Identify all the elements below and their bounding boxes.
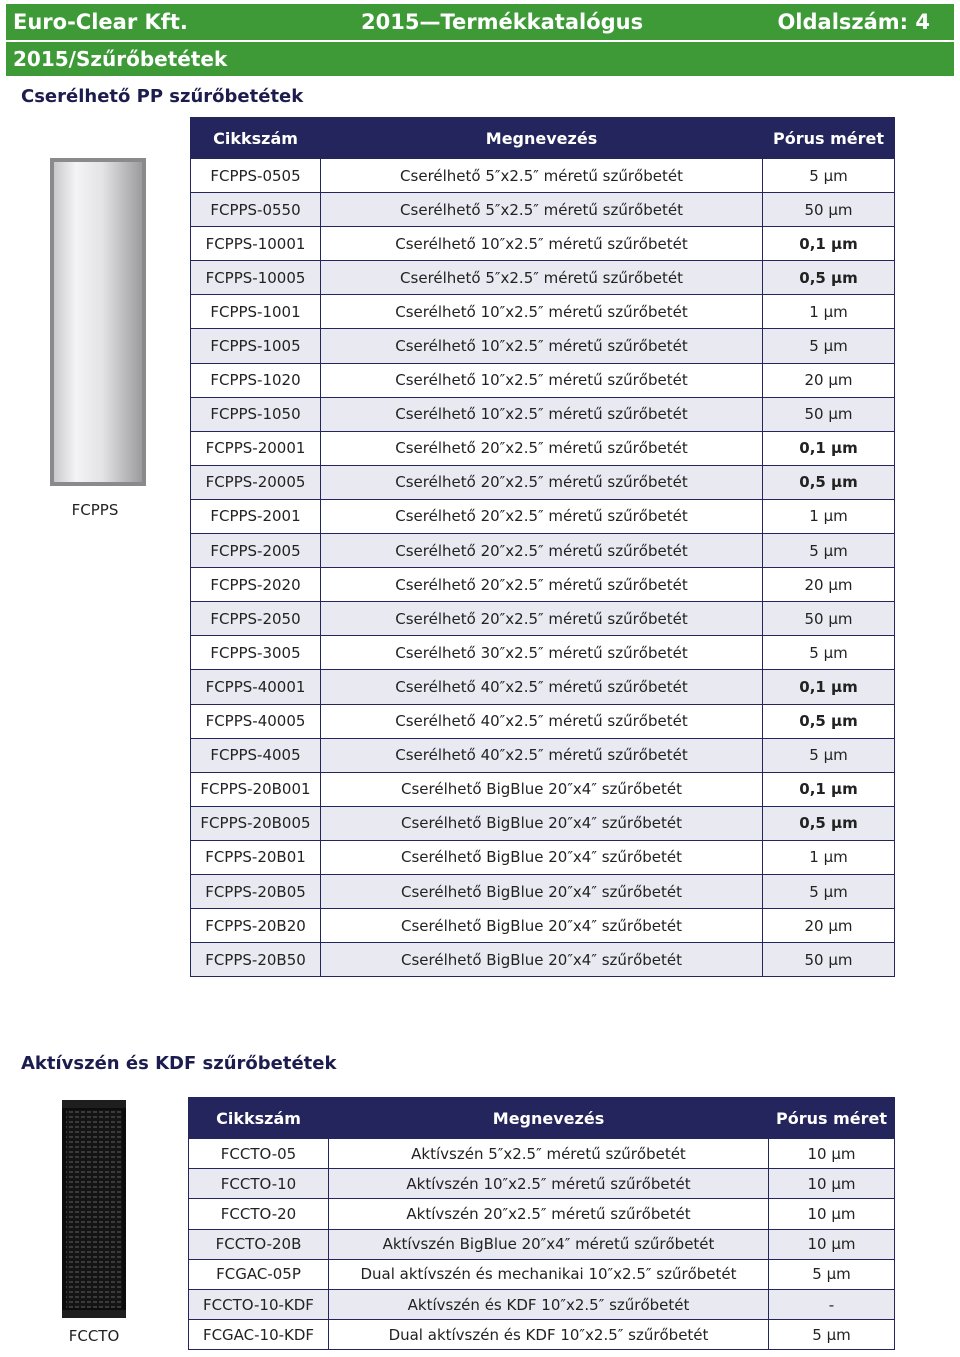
cell-pore: 5 µm	[769, 1259, 895, 1289]
cell-code: FCCTO-10	[189, 1169, 329, 1199]
cell-code: FCPPS-4005	[191, 738, 321, 772]
pp-cartridge-image	[50, 158, 146, 486]
col-header-pore: Pórus méret	[769, 1098, 895, 1139]
table-row	[191, 943, 895, 977]
cell-name: Cserélhető 20″x2.5″ méretű szűrőbetét	[321, 431, 763, 465]
cell-name: Cserélhető 10″x2.5″ méretű szűrőbetét	[321, 397, 763, 431]
cell-name: Cserélhető 20″x2.5″ méretű szűrőbetét	[321, 465, 763, 499]
cell-name: Cserélhető 20″x2.5″ méretű szűrőbetét	[321, 602, 763, 636]
cell-code: FCCTO-20	[189, 1199, 329, 1229]
cell-code: FCPPS-40001	[191, 670, 321, 704]
cell-code: FCCTO-20B	[189, 1229, 329, 1259]
cell-pore: 0,5 µm	[763, 465, 895, 499]
cell-name: Cserélhető 10″x2.5″ méretű szűrőbetét	[321, 227, 763, 261]
cell-name: Cserélhető 40″x2.5″ méretű szűrőbetét	[321, 670, 763, 704]
cell-pore: 5 µm	[763, 738, 895, 772]
cell-pore: 0,5 µm	[763, 806, 895, 840]
cell-pore: 20 µm	[763, 909, 895, 943]
cell-name: Cserélhető BigBlue 20″x4″ szűrőbetét	[321, 874, 763, 908]
table-row	[191, 227, 895, 261]
cell-code: FCPPS-1005	[191, 329, 321, 363]
cell-code: FCGAC-05P	[189, 1259, 329, 1289]
cell-code: FCPPS-2005	[191, 534, 321, 568]
cell-name: Dual aktívszén és KDF 10″x2.5″ szűrőbetét	[329, 1320, 769, 1350]
cell-code: FCPPS-20B50	[191, 943, 321, 977]
cell-pore: 0,5 µm	[763, 704, 895, 738]
cell-code: FCPPS-2020	[191, 568, 321, 602]
cell-pore: 1 µm	[763, 840, 895, 874]
cell-name: Cserélhető 5″x2.5″ méretű szűrőbetét	[321, 159, 763, 193]
catalog-title: 2015—Termékkatalógus	[361, 10, 644, 34]
table-row	[189, 1229, 895, 1259]
cell-pore: 5 µm	[769, 1320, 895, 1350]
cell-name: Aktívszén BigBlue 20″x4″ méretű szűrőbetét	[329, 1229, 769, 1259]
cell-pore: 10 µm	[769, 1139, 895, 1169]
col-header-code: Cikkszám	[189, 1098, 329, 1139]
table-row	[191, 329, 895, 363]
cell-code: FCPPS-20B01	[191, 840, 321, 874]
cell-pore: 50 µm	[763, 602, 895, 636]
cell-pore: 50 µm	[763, 193, 895, 227]
cell-name: Aktívszén 20″x2.5″ méretű szűrőbetét	[329, 1199, 769, 1229]
category-title: 2015/Szűrőbetétek	[13, 47, 228, 71]
cell-name: Cserélhető BigBlue 20″x4″ szűrőbetét	[321, 840, 763, 874]
cell-code: FCPPS-20B001	[191, 772, 321, 806]
cell-code: FCPPS-10005	[191, 261, 321, 295]
cell-code: FCPPS-1050	[191, 397, 321, 431]
cell-code: FCPPS-20B05	[191, 874, 321, 908]
cell-pore: 5 µm	[763, 636, 895, 670]
carbon-product-label: FCCTO	[68, 1327, 120, 1345]
col-header-name: Megnevezés	[329, 1098, 769, 1139]
cell-code: FCPPS-2001	[191, 499, 321, 533]
cell-name: Cserélhető BigBlue 20″x4″ szűrőbetét	[321, 806, 763, 840]
col-header-pore: Pórus méret	[763, 118, 895, 159]
cell-code: FCPPS-20B005	[191, 806, 321, 840]
table-header-row	[191, 118, 895, 159]
cell-pore: 0,1 µm	[763, 772, 895, 806]
col-header-code: Cikkszám	[191, 118, 321, 159]
cell-pore: 5 µm	[763, 534, 895, 568]
cell-name: Cserélhető 10″x2.5″ méretű szűrőbetét	[321, 329, 763, 363]
cell-pore: 10 µm	[769, 1199, 895, 1229]
table-row	[191, 261, 895, 295]
table-row	[189, 1289, 895, 1319]
cell-code: FCPPS-20001	[191, 431, 321, 465]
table-row	[191, 534, 895, 568]
table-row	[189, 1199, 895, 1229]
cell-name: Aktívszén 5″x2.5″ méretű szűrőbetét	[329, 1139, 769, 1169]
cell-pore: 1 µm	[763, 295, 895, 329]
cell-name: Cserélhető 10″x2.5″ méretű szűrőbetét	[321, 363, 763, 397]
cell-name: Cserélhető BigBlue 20″x4″ szűrőbetét	[321, 772, 763, 806]
pp-cartridge-table	[190, 117, 895, 977]
cell-name: Cserélhető 20″x2.5″ méretű szűrőbetét	[321, 499, 763, 533]
page-number: Oldalszám: 4	[777, 10, 930, 34]
cell-code: FCPPS-2050	[191, 602, 321, 636]
pp-product-label: FCPPS	[71, 501, 119, 519]
cell-name: Cserélhető BigBlue 20″x4″ szűrőbetét	[321, 909, 763, 943]
col-header-name: Megnevezés	[321, 118, 763, 159]
cell-pore: 50 µm	[763, 397, 895, 431]
category-bar	[6, 42, 954, 76]
cell-name: Aktívszén és KDF 10″x2.5″ szűrőbetét	[329, 1289, 769, 1319]
cell-pore: 20 µm	[763, 568, 895, 602]
header-bar	[6, 4, 954, 40]
section-title-carbon: Aktívszén és KDF szűrőbetétek	[21, 1053, 337, 1074]
cell-code: FCPPS-20B20	[191, 909, 321, 943]
cell-code: FCPPS-1020	[191, 363, 321, 397]
cell-name: Cserélhető 5″x2.5″ méretű szűrőbetét	[321, 261, 763, 295]
table-row	[191, 295, 895, 329]
cell-name: Cserélhető 10″x2.5″ méretű szűrőbetét	[321, 295, 763, 329]
cell-code: FCCTO-05	[189, 1139, 329, 1169]
carbon-cartridge-table	[188, 1097, 895, 1350]
table-row	[191, 499, 895, 533]
table-row	[191, 602, 895, 636]
cell-code: FCPPS-0505	[191, 159, 321, 193]
cell-code: FCCTO-10-KDF	[189, 1289, 329, 1319]
cell-name: Aktívszén 10″x2.5″ méretű szűrőbetét	[329, 1169, 769, 1199]
table-row	[191, 431, 895, 465]
cell-name: Cserélhető 40″x2.5″ méretű szűrőbetét	[321, 704, 763, 738]
cell-code: FCPPS-3005	[191, 636, 321, 670]
table-row	[191, 397, 895, 431]
cell-name: Cserélhető BigBlue 20″x4″ szűrőbetét	[321, 943, 763, 977]
cell-pore: 10 µm	[769, 1229, 895, 1259]
cell-pore: 1 µm	[763, 499, 895, 533]
cell-name: Cserélhető 20″x2.5″ méretű szűrőbetét	[321, 534, 763, 568]
carbon-cartridge-image	[62, 1100, 126, 1318]
table-row	[191, 704, 895, 738]
table-row	[191, 363, 895, 397]
cell-pore: 50 µm	[763, 943, 895, 977]
table-row	[191, 636, 895, 670]
cell-pore: 20 µm	[763, 363, 895, 397]
table-row	[191, 159, 895, 193]
cell-name: Dual aktívszén és mechanikai 10″x2.5″ szűrőbetét	[329, 1259, 769, 1289]
cell-name: Cserélhető 5″x2.5″ méretű szűrőbetét	[321, 193, 763, 227]
cell-pore: 5 µm	[763, 159, 895, 193]
table-row	[191, 568, 895, 602]
cell-code: FCPPS-40005	[191, 704, 321, 738]
table-row	[191, 193, 895, 227]
table-row	[191, 772, 895, 806]
table-row	[189, 1169, 895, 1199]
table-row	[191, 465, 895, 499]
company-name: Euro-Clear Kft.	[13, 10, 188, 34]
cell-pore: 0,1 µm	[763, 670, 895, 704]
table-row	[191, 909, 895, 943]
table-row	[191, 840, 895, 874]
cell-pore: 10 µm	[769, 1169, 895, 1199]
cell-name: Cserélhető 20″x2.5″ méretű szűrőbetét	[321, 568, 763, 602]
cell-pore: 0,1 µm	[763, 227, 895, 261]
cell-pore: 5 µm	[763, 874, 895, 908]
cell-name: Cserélhető 30″x2.5″ méretű szűrőbetét	[321, 636, 763, 670]
table-row	[191, 806, 895, 840]
cell-code: FCPPS-10001	[191, 227, 321, 261]
cell-pore: 0,5 µm	[763, 261, 895, 295]
section-title-pp: Cserélhető PP szűrőbetétek	[21, 86, 304, 107]
table-row	[189, 1320, 895, 1350]
cell-code: FCGAC-10-KDF	[189, 1320, 329, 1350]
cell-code: FCPPS-20005	[191, 465, 321, 499]
cell-pore: -	[769, 1289, 895, 1319]
cell-name: Cserélhető 40″x2.5″ méretű szűrőbetét	[321, 738, 763, 772]
table-row	[191, 874, 895, 908]
table-row	[191, 738, 895, 772]
cell-code: FCPPS-0550	[191, 193, 321, 227]
cell-pore: 5 µm	[763, 329, 895, 363]
table-header-row	[189, 1098, 895, 1139]
cell-pore: 0,1 µm	[763, 431, 895, 465]
table-row	[189, 1259, 895, 1289]
cell-code: FCPPS-1001	[191, 295, 321, 329]
table-row	[189, 1139, 895, 1169]
table-row	[191, 670, 895, 704]
